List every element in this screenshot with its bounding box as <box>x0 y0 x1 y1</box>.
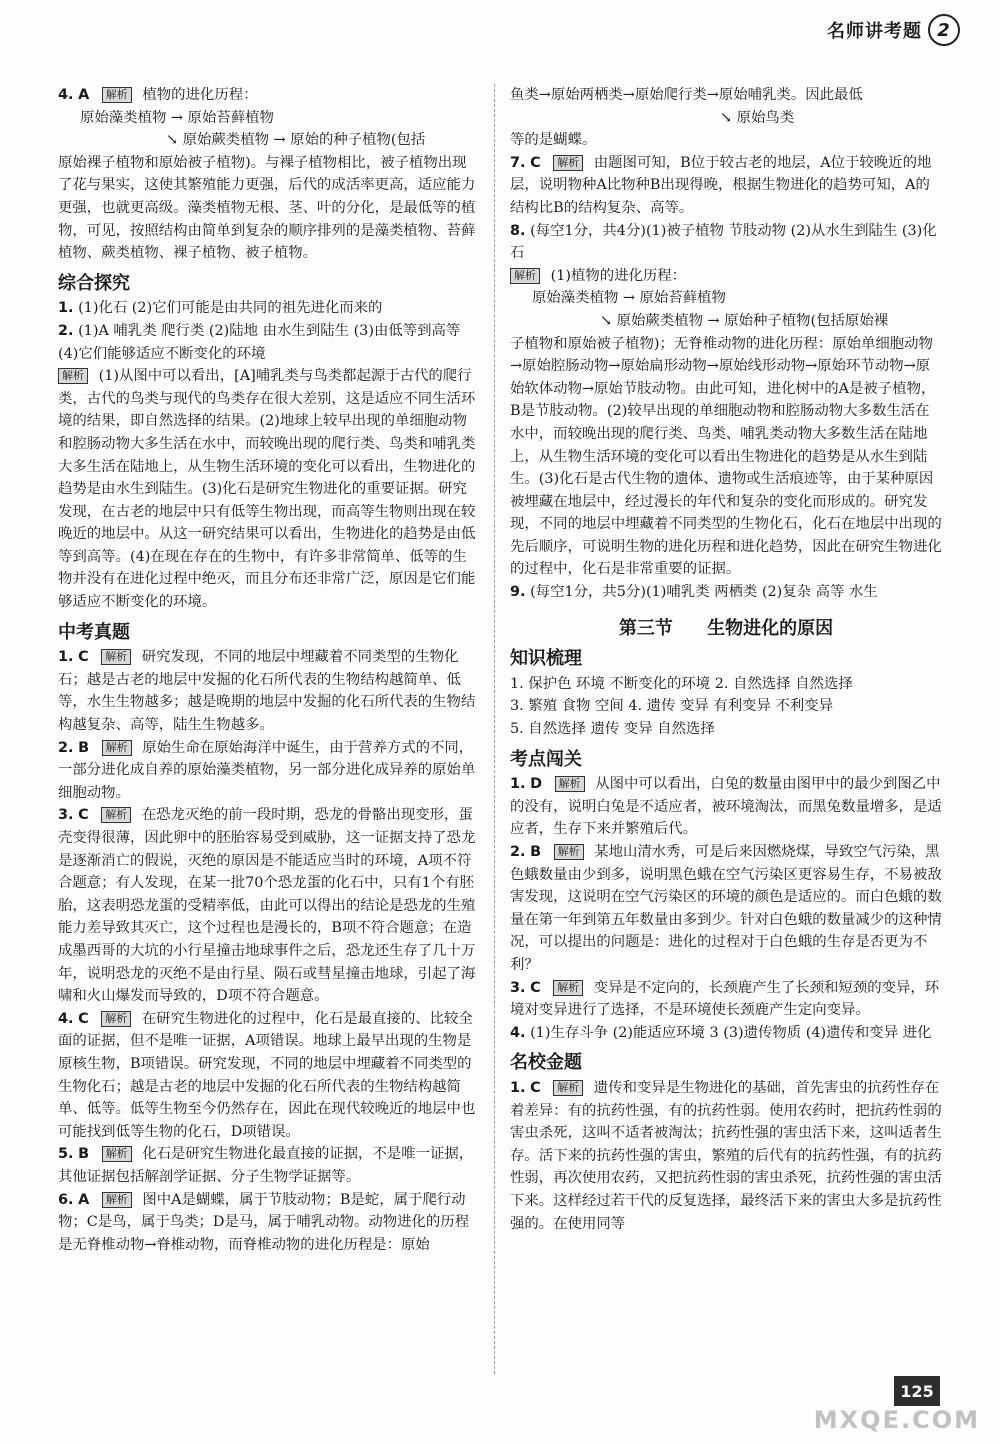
item-number: 3. <box>58 807 74 824</box>
item-text: 从图中可以看出，白兔的数量由图甲中的最少到图乙中的没有，说明白兔是不适应者，被环境淘汰，而黑兔数量增多，是适应者，生存下来并繁殖后代。 <box>510 776 942 838</box>
section-heading-zhongkao: 中考真题 <box>58 621 130 643</box>
answer-item-c9 <box>510 581 942 604</box>
item-text: 遗传和变异是生物进化的基础，首先害虫的抗药性存在着差异：有的抗药性强，有的抗药性弱。使用农药时，把抗药性弱的害虫杀死，这叫不适者被淘汰；抗药性强的害虫活下来，这叫适者生存。活下来的抗药性强的害虫，繁殖的后代有的抗药性强，有的抗药性弱，再次使用农药，又把抗药性弱的害虫杀死，抗药性强的害虫活下来。这样经过若干代的反复选择，最终活下来的害虫大多是抗药性强的。在使用同等 <box>510 1079 942 1232</box>
analysis-tag: 解析 <box>58 368 88 384</box>
answer-item-c1 <box>58 646 480 736</box>
answer-item-z2 <box>58 320 480 365</box>
item-number: 4. <box>58 87 74 103</box>
item-text: (每空1分，共4分)(1)被子植物 节肢动物 (2)从水生到陆生 (3)化石 <box>510 222 937 262</box>
item-number: 6. <box>58 1191 74 1208</box>
section-heading-kaodian: 考点闯关 <box>510 748 582 770</box>
chapter-name: 生物进化的原因 <box>707 617 834 639</box>
watermark: MXQE.COM <box>813 1406 980 1434</box>
analysis-tag: 解析 <box>553 1080 583 1096</box>
left-column <box>58 84 480 1256</box>
item-c6-continued-1: 鱼类→原始两栖类→原始爬行类→原始哺乳类。因此最低 <box>510 87 863 103</box>
analysis-tag: 解析 <box>553 980 583 996</box>
item-number: 5. <box>58 1146 74 1163</box>
item-answer: B <box>78 1146 90 1163</box>
item-c6-continued-2: ↘ 原始鸟类 <box>720 109 795 126</box>
analysis-tag: 解析 <box>555 776 585 792</box>
fill-line-3: 5. 自然选择 遗传 变异 自然选择 <box>510 721 715 738</box>
item-answer: C <box>78 807 89 824</box>
section-heading-zhishi: 知识梳理 <box>510 648 582 670</box>
item-number: 4. <box>510 1024 526 1041</box>
chapter-title <box>510 618 942 641</box>
item-text: 植物的进化历程： <box>142 87 258 103</box>
item-answer: C <box>78 1010 89 1027</box>
answer-item-c6 <box>58 1189 480 1257</box>
item-number: 1. <box>510 776 526 793</box>
section-heading-zonghe: 综合探究 <box>58 272 130 294</box>
item-c6-continued-3: 等的是蝴蝶。 <box>510 132 597 149</box>
item-text: 变异是不定向的，长颈鹿产生了长颈和短颈的变异，环境对变异进行了选择，不是环境使长颈鹿产生定向变异。 <box>510 979 940 1019</box>
item-text: 原始生命在原始海洋中诞生，由于营养方式的不同，一部分进化成自养的原始藻类植物，另一部分进化成异养的原始单细胞动物。 <box>58 739 476 801</box>
analysis-tag: 解析 <box>101 1011 131 1027</box>
page-number: 125 <box>894 1376 940 1406</box>
answer-item-z1 <box>58 297 480 320</box>
analysis-tag: 解析 <box>102 87 132 103</box>
item-text: 某地山清水秀，可是后来因燃烧煤，导致空气污染，黑色蛾数量由少到多，说明黑色蛾在空气污染区更容易生存，不易被敌害发现，这说明在空气污染区的环境的颜色是适应的。而白色蛾的数量在第一年到第五年数量由多到少。针对白色蛾的数量减少的这种情况，可以提出的问题是：进化的过程对于白色蛾的生存是否更为不利？ <box>510 844 942 973</box>
answer-item-m1 <box>510 1077 942 1235</box>
item-answer: C <box>530 1079 541 1096</box>
item-number: 1. <box>58 649 74 666</box>
item-answer: C <box>78 649 89 666</box>
analysis-z2 <box>58 365 480 614</box>
brand-title: 名师讲考题 <box>827 21 922 42</box>
analysis-text: (1)从图中可以看出，[A]哺乳类与鸟类都起源于古代的爬行类，古代的鸟类与现代的鸟类存在很大差别，这是适应不同生活环境的结果，即自然选择的结果。(2)地球上较早出现的单细胞动物和腔肠动物大多生活在水中，而较晚出现的爬行类、鸟类和哺乳类大多生活在陆地上，从生物生活环境的变化可以看出，生物进化的趋势是由水生到陆生。(3)化石是研究生物进化的重要证据。研究发现，在古老的地层中只有低等生物出现，而高等生物则出现在较晚近的地层中。从这一研究结果可以看出，生物进化的趋势是由低等到高等。(4)在现在存在的生物中，有许多非常简单、低等的生物并没有在进化过程中绝灭，而且分布还非常广泛，原因是它们能够适应不断变化的环境。 <box>58 368 476 611</box>
plant-flow-line-1: 原始藻类植物 → 原始苔藓植物 <box>532 290 726 307</box>
answer-item-c4 <box>58 1008 480 1144</box>
item-number: 2. <box>58 739 74 756</box>
item-number: 2. <box>58 322 74 339</box>
item-text: 化石是研究生物进化最直接的证据，不是唯一证据，其他证据包括解剖学证据、分子生物学证据等。 <box>58 1146 474 1185</box>
item-answer: C <box>530 979 541 996</box>
analysis-tag: 解析 <box>101 807 131 823</box>
item-answer: C <box>530 154 541 171</box>
analysis-c8 <box>510 265 942 288</box>
item-answer: B <box>530 844 542 860</box>
analysis-tag: 解析 <box>510 268 540 284</box>
right-column <box>510 87 942 1235</box>
analysis-tag: 解析 <box>102 1146 132 1162</box>
brand-logo-icon: 2 <box>928 14 960 46</box>
fill-line-1: 1. 保护色 环境 不断变化的环境 2. 自然选择 自然选择 <box>510 675 853 692</box>
item-number: 3. <box>510 979 526 996</box>
item-text: 在研究生物进化的过程中，化石是最直接的、比较全面的证据，但不是唯一证据，A项错误。地球上最早出现的生物是原核生物，B项错误。研究发现，不同的地层中埋藏着不同类型的生物化石；越是古老的地层中发掘的化石所代表的生物结构越简单、低等。低等生物至今仍然存在，因此在现代较晚近的地层中也可能找到低等生物的化石，D项错误。 <box>58 1010 476 1140</box>
answer-item-c2 <box>58 737 480 805</box>
answer-item-c7 <box>510 152 942 220</box>
plant-flow-line-2: ↘ 原始蕨类植物 → 原始种子植物(包括原始裸 <box>600 312 889 329</box>
item-answer: D <box>530 776 543 793</box>
fill-line-2: 3. 繁殖 食物 空间 4. 遗传 变异 有利变异 不利变异 <box>510 698 834 715</box>
item-number: 2. <box>510 844 526 860</box>
analysis-tag: 解析 <box>102 740 132 756</box>
item-text: 研究发现，不同的地层中埋藏着不同类型的生物化石；越是古老的地层中发掘的化石所代表的生物结构越简单、低等，水生生物越多；越是晚期的地层中发掘的化石所代表的生物结构越复杂、高等，陆生生物越多。 <box>58 649 476 734</box>
item-number: 4. <box>58 1010 74 1027</box>
item-number: 8. <box>510 222 526 239</box>
section-heading-mingxiao: 名校金题 <box>510 1052 582 1074</box>
item-number: 9. <box>510 584 526 601</box>
answer-item-4 <box>58 84 480 107</box>
item-text: (1)A 哺乳类 爬行类 (2)陆地 由水生到陆生 (3)由低等到高等 (4)它们能够适应不断变化的环境 <box>58 322 461 362</box>
item-answer: A <box>78 1191 90 1208</box>
answer-item-c8 <box>510 220 942 265</box>
item-text: (1)化石 (2)它们可能是由共同的祖先进化而来的 <box>78 300 383 317</box>
evolution-flow-line-1: 原始藻类植物 → 原始苔藓植物 <box>80 109 274 126</box>
answer-item-c3 <box>58 804 480 1007</box>
analysis-c8-body: 子植物和原始被子植物)；无脊椎动物的进化历程：原始单细胞动物→原始腔肠动物→原始扁形动物→原始线形动物→原始环节动物→原始软体动物→原始节肢动物。由此可知，进化树中的A是被子植物，B是节肢动物。(2)较早出现的单细胞动物和腔肠动物大多数生活在水中，而较晚出现的爬行类、鸟类、哺乳类动物大多数生活在陆地上，从生物生活环境的变化可以看出生物进化的趋势是从水生到陆生。(3)化石是古代生物的遗体、遗物或生活痕迹等，由于某种原因被埋藏在地层中，经过漫长的年代和复杂的变化而形成的。研究发现，不同的地层中埋藏着不同类型的生物化石，化石在地层中出现的先后顺序，可说明生物的进化历程和进化趋势，因此在研究生物进化的过程中，化石是非常重要的证据。 <box>510 335 942 578</box>
answer-item-k4 <box>510 1022 942 1045</box>
analysis-text: (1)植物的进化历程： <box>550 267 687 284</box>
column-divider <box>494 84 495 1374</box>
item-number: 1. <box>58 300 74 317</box>
item-answer: B <box>78 739 90 756</box>
item-number: 7. <box>510 154 526 171</box>
answer-item-c5 <box>58 1143 480 1188</box>
analysis-tag: 解析 <box>553 155 583 171</box>
answer-item-k3 <box>510 977 942 1022</box>
chapter-number: 第三节 <box>618 617 673 639</box>
evolution-flow-line-2: ↘ 原始蕨类植物 → 原始的种子植物(包括 <box>166 132 426 149</box>
item-text: (每空1分，共5分)(1)哺乳类 两栖类 (2)复杂 高等 水生 <box>530 584 878 601</box>
analysis-tag: 解析 <box>101 649 131 665</box>
item-answer: A <box>78 87 90 103</box>
answer-item-k1 <box>510 773 942 841</box>
brand-header <box>827 14 960 46</box>
analysis-tag: 解析 <box>554 844 584 860</box>
answer-item-k2 <box>510 841 942 977</box>
item-text: (1)生存斗争 (2)能适应环境 3 (3)遗传物质 (4)遗传和变异 进化 <box>530 1024 932 1041</box>
analysis-tag: 解析 <box>102 1192 132 1208</box>
item-body: 原始裸子植物和原始被子植物)。与裸子植物相比，被子植物出现了花与果实，这使其繁殖能力更强，后代的成活率更高，适应能力更强，也就更高级。藻类植物无根、茎、叶的分化，是最低等的植物，可见，按照结构由简单到复杂的顺序排列的是藻类植物、苔藓植物、蕨类植物、裸子植物、被子植物。 <box>58 154 476 262</box>
item-text: 由题图可知，B位于较古老的地层，A位于较晚近的地层，说明物种A比物种B出现得晚，根据生物进化的趋势可知，A的结构比B的结构复杂、高等。 <box>510 154 932 216</box>
item-text: 在恐龙灭绝的前一段时期，恐龙的骨骼出现变形，蛋壳变得很薄，因此卵中的胚胎容易受到威胁，这一证据支持了恐龙是逐渐消亡的假说，灭绝的原因是不能适应当时的环境，A项不符合题意；有人发现，在某一批70个恐龙蛋的化石中，只有1个有胚胎，这表明恐龙蛋的受精率低，由此可以得出的结论是恐龙的生殖能力差导致其灭亡，这个过程也是漫长的，B项不符合题意；在造成墨西哥的大坑的小行星撞击地球事件之后，恐龙还生存了几十万年，说明恐龙的灭绝不是由行星、陨石或彗星撞击地球，引起了海啸和火山爆发而导致的，D项不符合题意。 <box>58 807 476 1005</box>
item-text: 图中A是蝴蝶，属于节肢动物；B是蛇，属于爬行动物；C是鸟，属于鸟类；D是马，属于哺乳动物。动物进化的历程是无脊椎动物→脊椎动物，而脊椎动物的进化历程是：原始 <box>58 1191 470 1253</box>
item-number: 1. <box>510 1079 526 1096</box>
